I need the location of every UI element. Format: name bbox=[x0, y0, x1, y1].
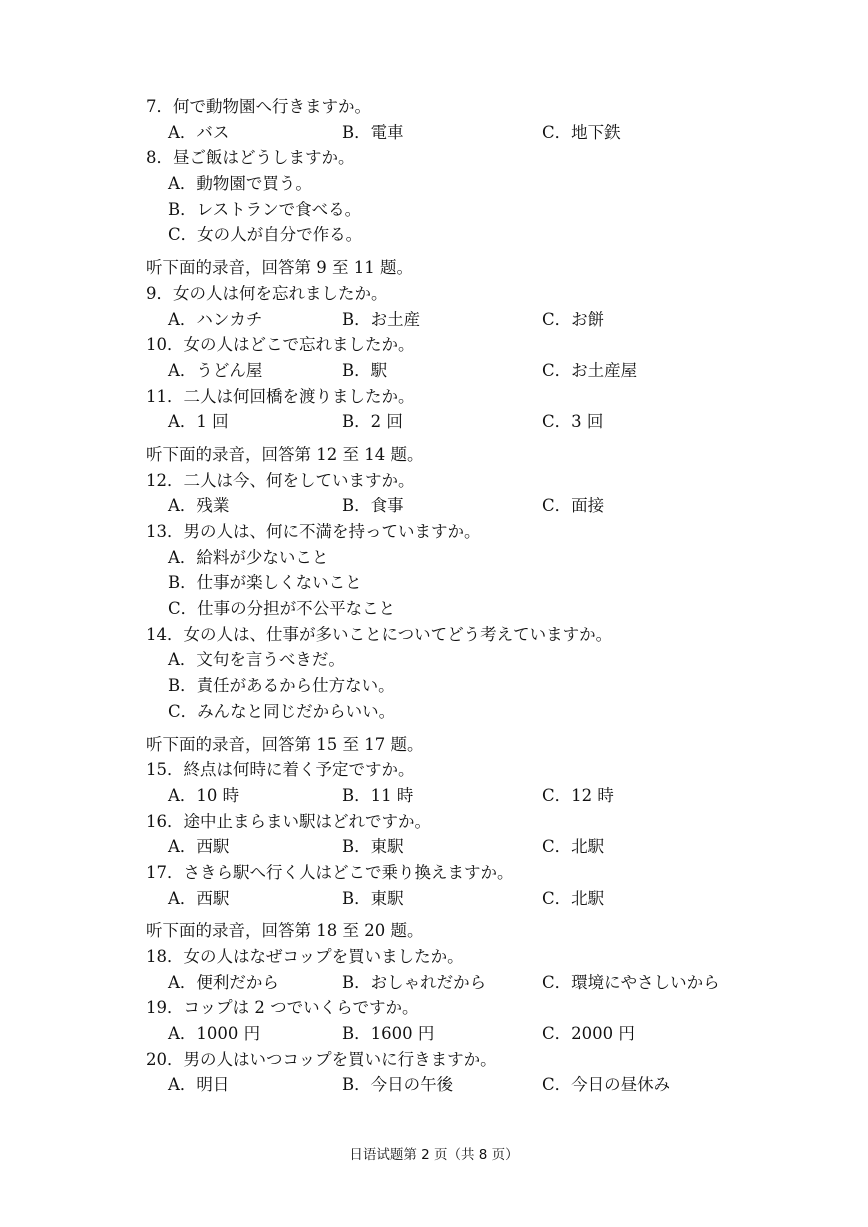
option-c: C．北駅 bbox=[542, 888, 605, 908]
section-instruction: 听下面的录音，回答第 9 至 11 题。 bbox=[146, 258, 413, 278]
option-a: A．10 時 bbox=[168, 785, 240, 805]
option-a: A．ハンカチ bbox=[168, 309, 263, 329]
option-b: B．11 時 bbox=[342, 785, 414, 805]
option-c: C．女の人が自分で作る。 bbox=[168, 225, 363, 245]
option-a: A．給料が少ないこと bbox=[168, 547, 329, 567]
question-10-options bbox=[146, 358, 786, 384]
question-13: 13．男の人は、何に不満を持っていますか。 bbox=[146, 522, 481, 541]
option-a: A．明日 bbox=[168, 1075, 230, 1095]
question-17: 17．さきら駅へ行く人はどこで乗り換えますか。 bbox=[146, 862, 514, 882]
question-17-options bbox=[146, 886, 786, 912]
question-15: 15．終点は何時に着く予定ですか。 bbox=[146, 760, 415, 780]
option-b: B．1600 円 bbox=[342, 1024, 435, 1044]
question-list bbox=[146, 94, 786, 1098]
option-a: A．西駅 bbox=[168, 837, 230, 857]
option-a: A．西駅 bbox=[168, 888, 230, 908]
question-14: 14．女の人は、仕事が多いことについてどう考えていますか。 bbox=[146, 624, 613, 644]
option-a: A．1000 円 bbox=[168, 1024, 261, 1044]
question-16-options bbox=[146, 834, 786, 860]
question-19: 19．コップは 2 つでいくらですか。 bbox=[146, 998, 419, 1018]
option-b: B．東駅 bbox=[342, 888, 404, 908]
question-20: 20．男の人はいつコップを買いに行きますか。 bbox=[146, 1049, 497, 1069]
option-b: B．仕事が楽しくないこと bbox=[168, 573, 362, 593]
question-7-options bbox=[146, 120, 786, 146]
section-instruction: 听下面的录音，回答第 12 至 14 题。 bbox=[146, 444, 424, 464]
question-9: 9．女の人は何を忘れましたか。 bbox=[146, 283, 388, 303]
option-b: B．電車 bbox=[342, 122, 404, 142]
question-11-options bbox=[146, 409, 786, 435]
option-a: A．うどん屋 bbox=[168, 360, 263, 380]
option-c: C．みんなと同じだからいい。 bbox=[168, 701, 396, 721]
option-b: B．今日の午後 bbox=[342, 1075, 454, 1095]
option-c: C．北駅 bbox=[542, 837, 605, 857]
option-c: C．12 時 bbox=[542, 785, 614, 805]
option-b: B．駅 bbox=[342, 360, 388, 380]
question-8: 8．昼ご飯はどうしますか。 bbox=[146, 148, 355, 168]
question-18-options bbox=[146, 970, 786, 996]
option-c: C．仕事の分担が不公平なこと bbox=[168, 599, 396, 619]
option-c: C．お餅 bbox=[542, 309, 605, 329]
option-c: C．今日の昼休み bbox=[542, 1075, 671, 1095]
option-c: C．環境にやさしいから bbox=[542, 972, 720, 992]
section-instruction: 听下面的录音，回答第 15 至 17 题。 bbox=[146, 734, 424, 754]
option-a: A．便利だから bbox=[168, 972, 279, 992]
question-9-options bbox=[146, 307, 786, 333]
option-b: B．おしゃれだから bbox=[342, 972, 487, 992]
question-18: 18．女の人はなぜコップを買いましたか。 bbox=[146, 947, 464, 966]
question-16: 16．途中止まらまい駅はどれですか。 bbox=[146, 811, 431, 831]
option-b: B．責任があるから仕方ない。 bbox=[168, 676, 395, 696]
section-instruction: 听下面的录音，回答第 18 至 20 题。 bbox=[146, 921, 424, 941]
question-10: 10．女の人はどこで忘れましたか。 bbox=[146, 335, 415, 355]
option-a: A．動物園で買う。 bbox=[168, 174, 312, 194]
option-c: C．2000 円 bbox=[542, 1024, 635, 1044]
option-c: C．お土産屋 bbox=[542, 360, 638, 380]
option-b: B．東駅 bbox=[342, 837, 404, 857]
option-b: B．レストランで食べる。 bbox=[168, 199, 362, 219]
page-footer: 日语试题第 2 页（共 8 页） bbox=[349, 1147, 519, 1163]
question-20-options bbox=[146, 1072, 786, 1098]
option-a: A．残業 bbox=[168, 496, 230, 516]
option-b: B．食事 bbox=[342, 496, 404, 516]
option-a: A．1 回 bbox=[168, 412, 229, 432]
option-a: A．バス bbox=[168, 122, 230, 142]
option-a: A．文句を言うべきだ。 bbox=[168, 650, 345, 670]
question-12: 12．二人は今、何をしていますか。 bbox=[146, 470, 415, 490]
question-15-options bbox=[146, 783, 786, 809]
option-b: B．2 回 bbox=[342, 412, 403, 432]
question-12-options bbox=[146, 493, 786, 519]
option-c: C．地下鉄 bbox=[542, 122, 621, 142]
option-b: B．お土産 bbox=[342, 309, 421, 329]
question-11: 11．二人は何回橋を渡りましたか。 bbox=[146, 386, 415, 406]
option-c: C．面接 bbox=[542, 496, 605, 516]
question-19-options bbox=[146, 1021, 786, 1047]
option-c: C．3 回 bbox=[542, 412, 604, 432]
question-7: 7．何で動物園へ行きますか。 bbox=[146, 97, 371, 116]
